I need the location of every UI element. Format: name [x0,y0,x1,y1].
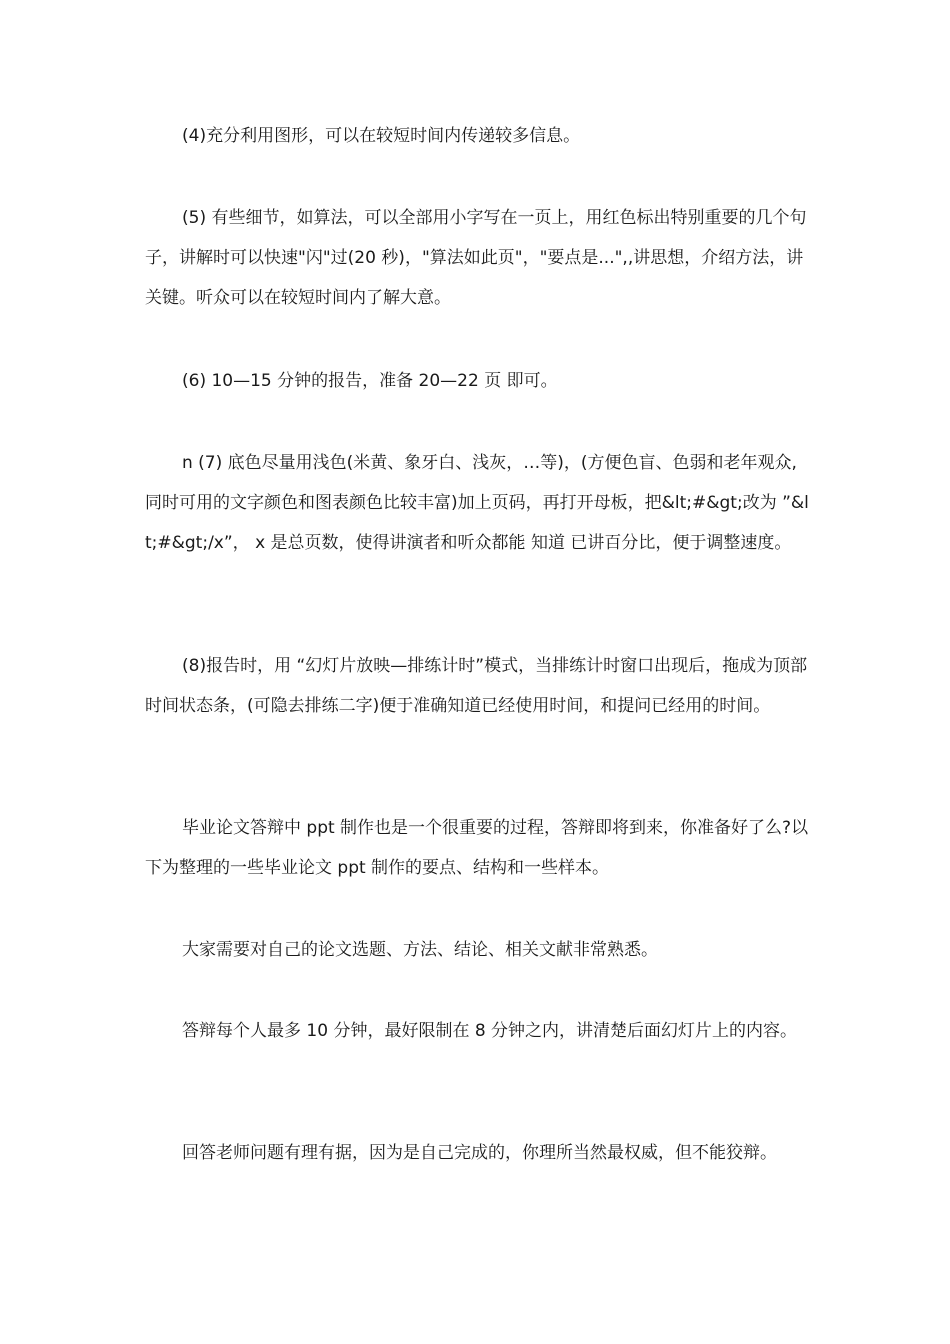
paragraph-details-tip: (5) 有些细节，如算法，可以全部用小字写在一页上，用红色标出特别重要的几个句子，讲解时可以快速"闪"过(20 秒)，"算法如此页"，"要点是...",,讲思想，介绍方法，讲关键。听众可以在较短时间内了解大意。 [145,208,807,308]
paragraph-time-limit: 答辩每个人最多 10 分钟，最好限制在 8 分钟之内，讲清楚后面幻灯片上的内容。 [182,1021,798,1041]
paragraph-graphics-tip: (4)充分利用图形，可以在较短时间内传递较多信息。 [182,126,581,146]
paragraph-page-count-tip: (6) 10—15 分钟的报告，准备 20—22 页 即可。 [182,371,558,391]
paragraph-familiarity: 大家需要对自己的论文选题、方法、结论、相关文献非常熟悉。 [182,940,658,960]
paragraph-ppt-intro: 毕业论文答辩中 ppt 制作也是一个很重要的过程，答辩即将到来，你准备好了么?以下为整理的一些毕业论文 ppt 制作的要点、结构和一些样本。 [145,818,809,878]
paragraph-background-color-tip: n (7) 底色尽量用浅色(米黄、象牙白、浅灰，…等)，(方便色盲、色弱和老年观众, 同时可用的文字颜色和图表颜色比较丰富)加上页码，再打开母板，把&lt;#&gt;改为 ”&lt;#&gt;/x”， x 是总页数，使得讲演者和听众都能 知道 已讲百分比，便于调整速度。 [145,453,809,553]
paragraph-answering: 回答老师问题有理有据，因为是自己完成的，你理所当然最权威，但不能狡辩。 [182,1143,777,1163]
paragraph-rehearse-timing-tip: (8)报告时，用 “幻灯片放映—排练计时”模式，当排练计时窗口出现后，拖成为顶部时间状态条，(可隐去排练二字)便于准确知道已经使用时间，和提问已经用的时间。 [145,656,808,716]
